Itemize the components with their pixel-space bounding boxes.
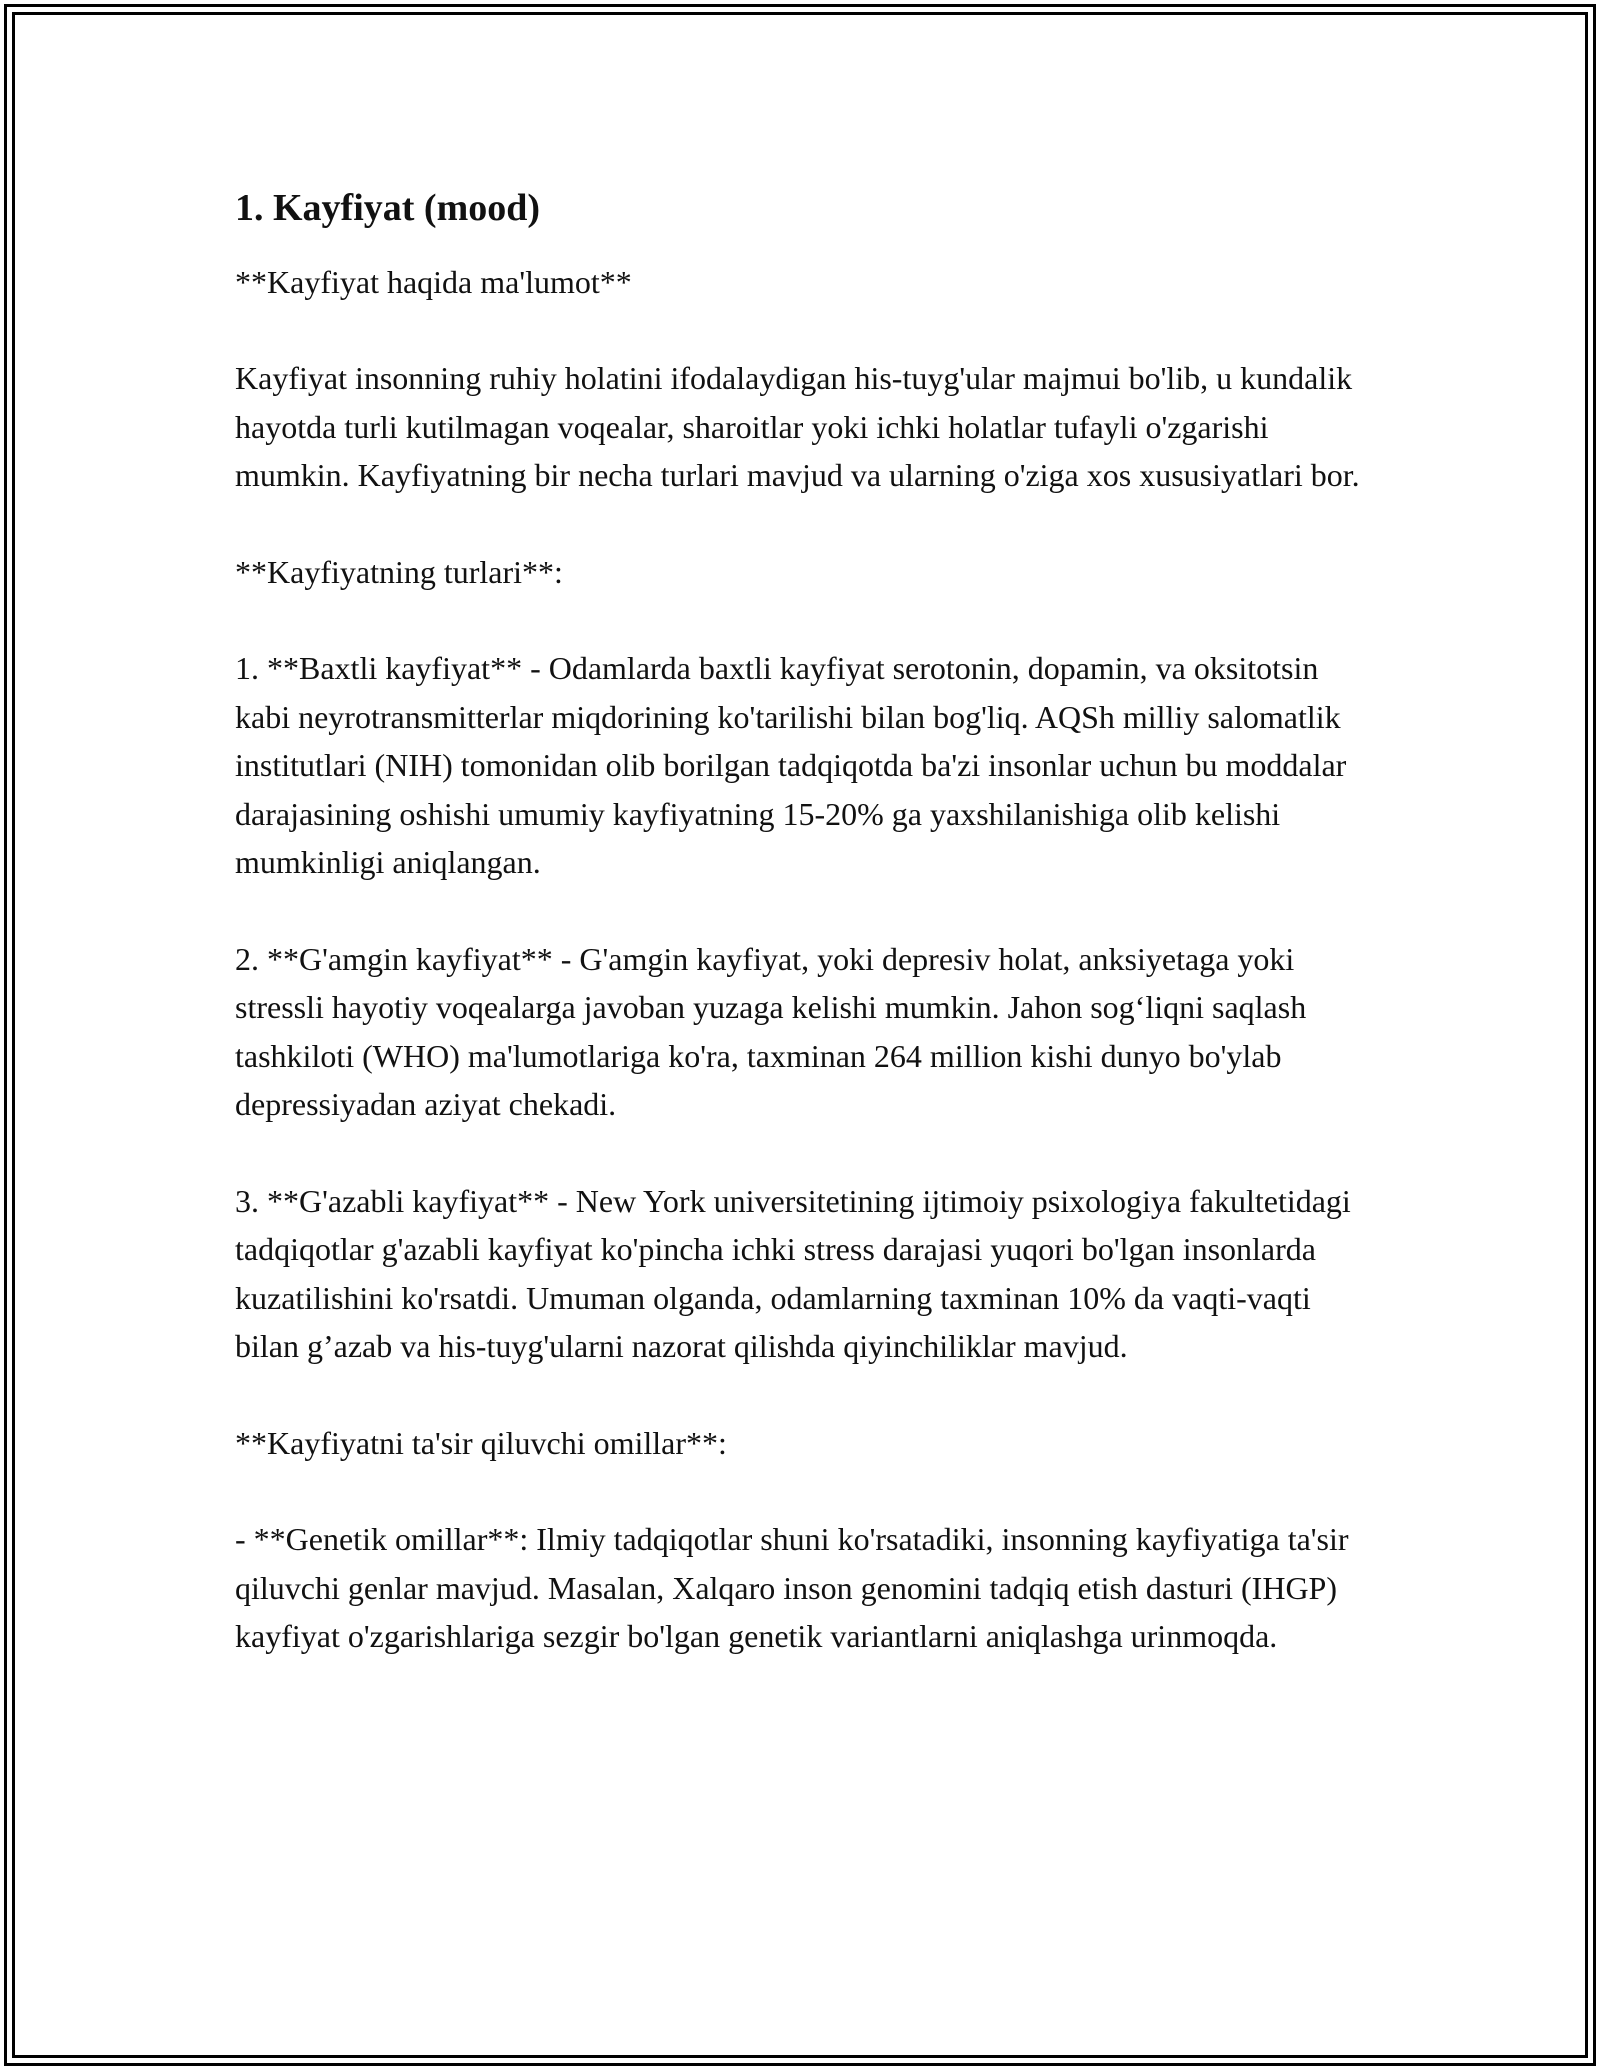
list-item-angry-mood: 3. **G'azabli kayfiyat** - New York universitetining ijtimoiy psixologiya fakultetidagi tadqiqotlar g'azabli kayfiyat ko'pincha ichki stress darajasi yuqori bo'lgan insonlarda kuzatilishini ko'rsatdi. Umuman olganda, odamlarning taxminan 10% da vaqti-vaqti bilan g’azab va his-tuyg'ularni nazorat qilishda qiyinchiliklar mavjud. xyxy=(235,1182,1351,1365)
list-item-happy-mood: 1. **Baxtli kayfiyat** - Odamlarda baxtli kayfiyat serotonin, dopamin, va oksitotsin kabi neyrotransmitterlar miqdorining ko'tarilishi bilan bog'liq. AQSh milliy salomatlik institutlari (NIH) tomonidan olib borilgan tadqiqotda ba'zi insonlar uchun bu moddalar darajasining oshishi umumiy kayfiyatning 15-20% ga yaxshilanishiga olib kelishi mumkinligi aniqlangan. xyxy=(235,650,1347,881)
list-item-sad-mood: 2. **G'amgin kayfiyat** - G'amgin kayfiyat, yoki depresiv holat, anksiyetaga yoki stressli hayotiy voqealarga javoban yuzaga kelishi mumkin. Jahon sog‘liqni saqlash tashkiloti (WHO) ma'lumotlariga ko'ra, taxminan 264 million kishi dunyo bo'ylab depressiyadan aziyat chekadi. xyxy=(235,940,1307,1123)
list-item-genetic-factors: - **Genetik omillar**: Ilmiy tadqiqotlar shuni ko'rsatadiki, insonning kayfiyatiga ta'sir qiluvchi genlar mavjud. Masalan, Xalqaro inson genomini tadqiq etish dasturi (IHGP) kayfiyat o'zgarishlariga sezgir bo'lgan genetik variantlarni aniqlashga urinmoqda. xyxy=(235,1521,1349,1655)
document-title: 1. Kayfiyat (mood) xyxy=(235,187,541,229)
intro-paragraph: Kayfiyat insonning ruhiy holatini ifodalaydigan his-tuyg'ular majmui bo'lib, u kundalik hayotda turli kutilmagan voqealar, sharoitlar yoki ichki holatlar tufayli o'zgarishi mumkin. Kayfiyatning bir necha turlari mavjud va ularning o'ziga xos xususiyatlari bor. xyxy=(235,360,1360,494)
section-heading-info: **Kayfiyat haqida ma'lumot** xyxy=(235,263,632,300)
section-heading-factors: **Kayfiyatni ta'sir qiluvchi omillar**: xyxy=(235,1424,727,1461)
section-heading-types: **Kayfiyatning turlari**: xyxy=(235,553,563,590)
document-body xyxy=(235,186,1375,1709)
